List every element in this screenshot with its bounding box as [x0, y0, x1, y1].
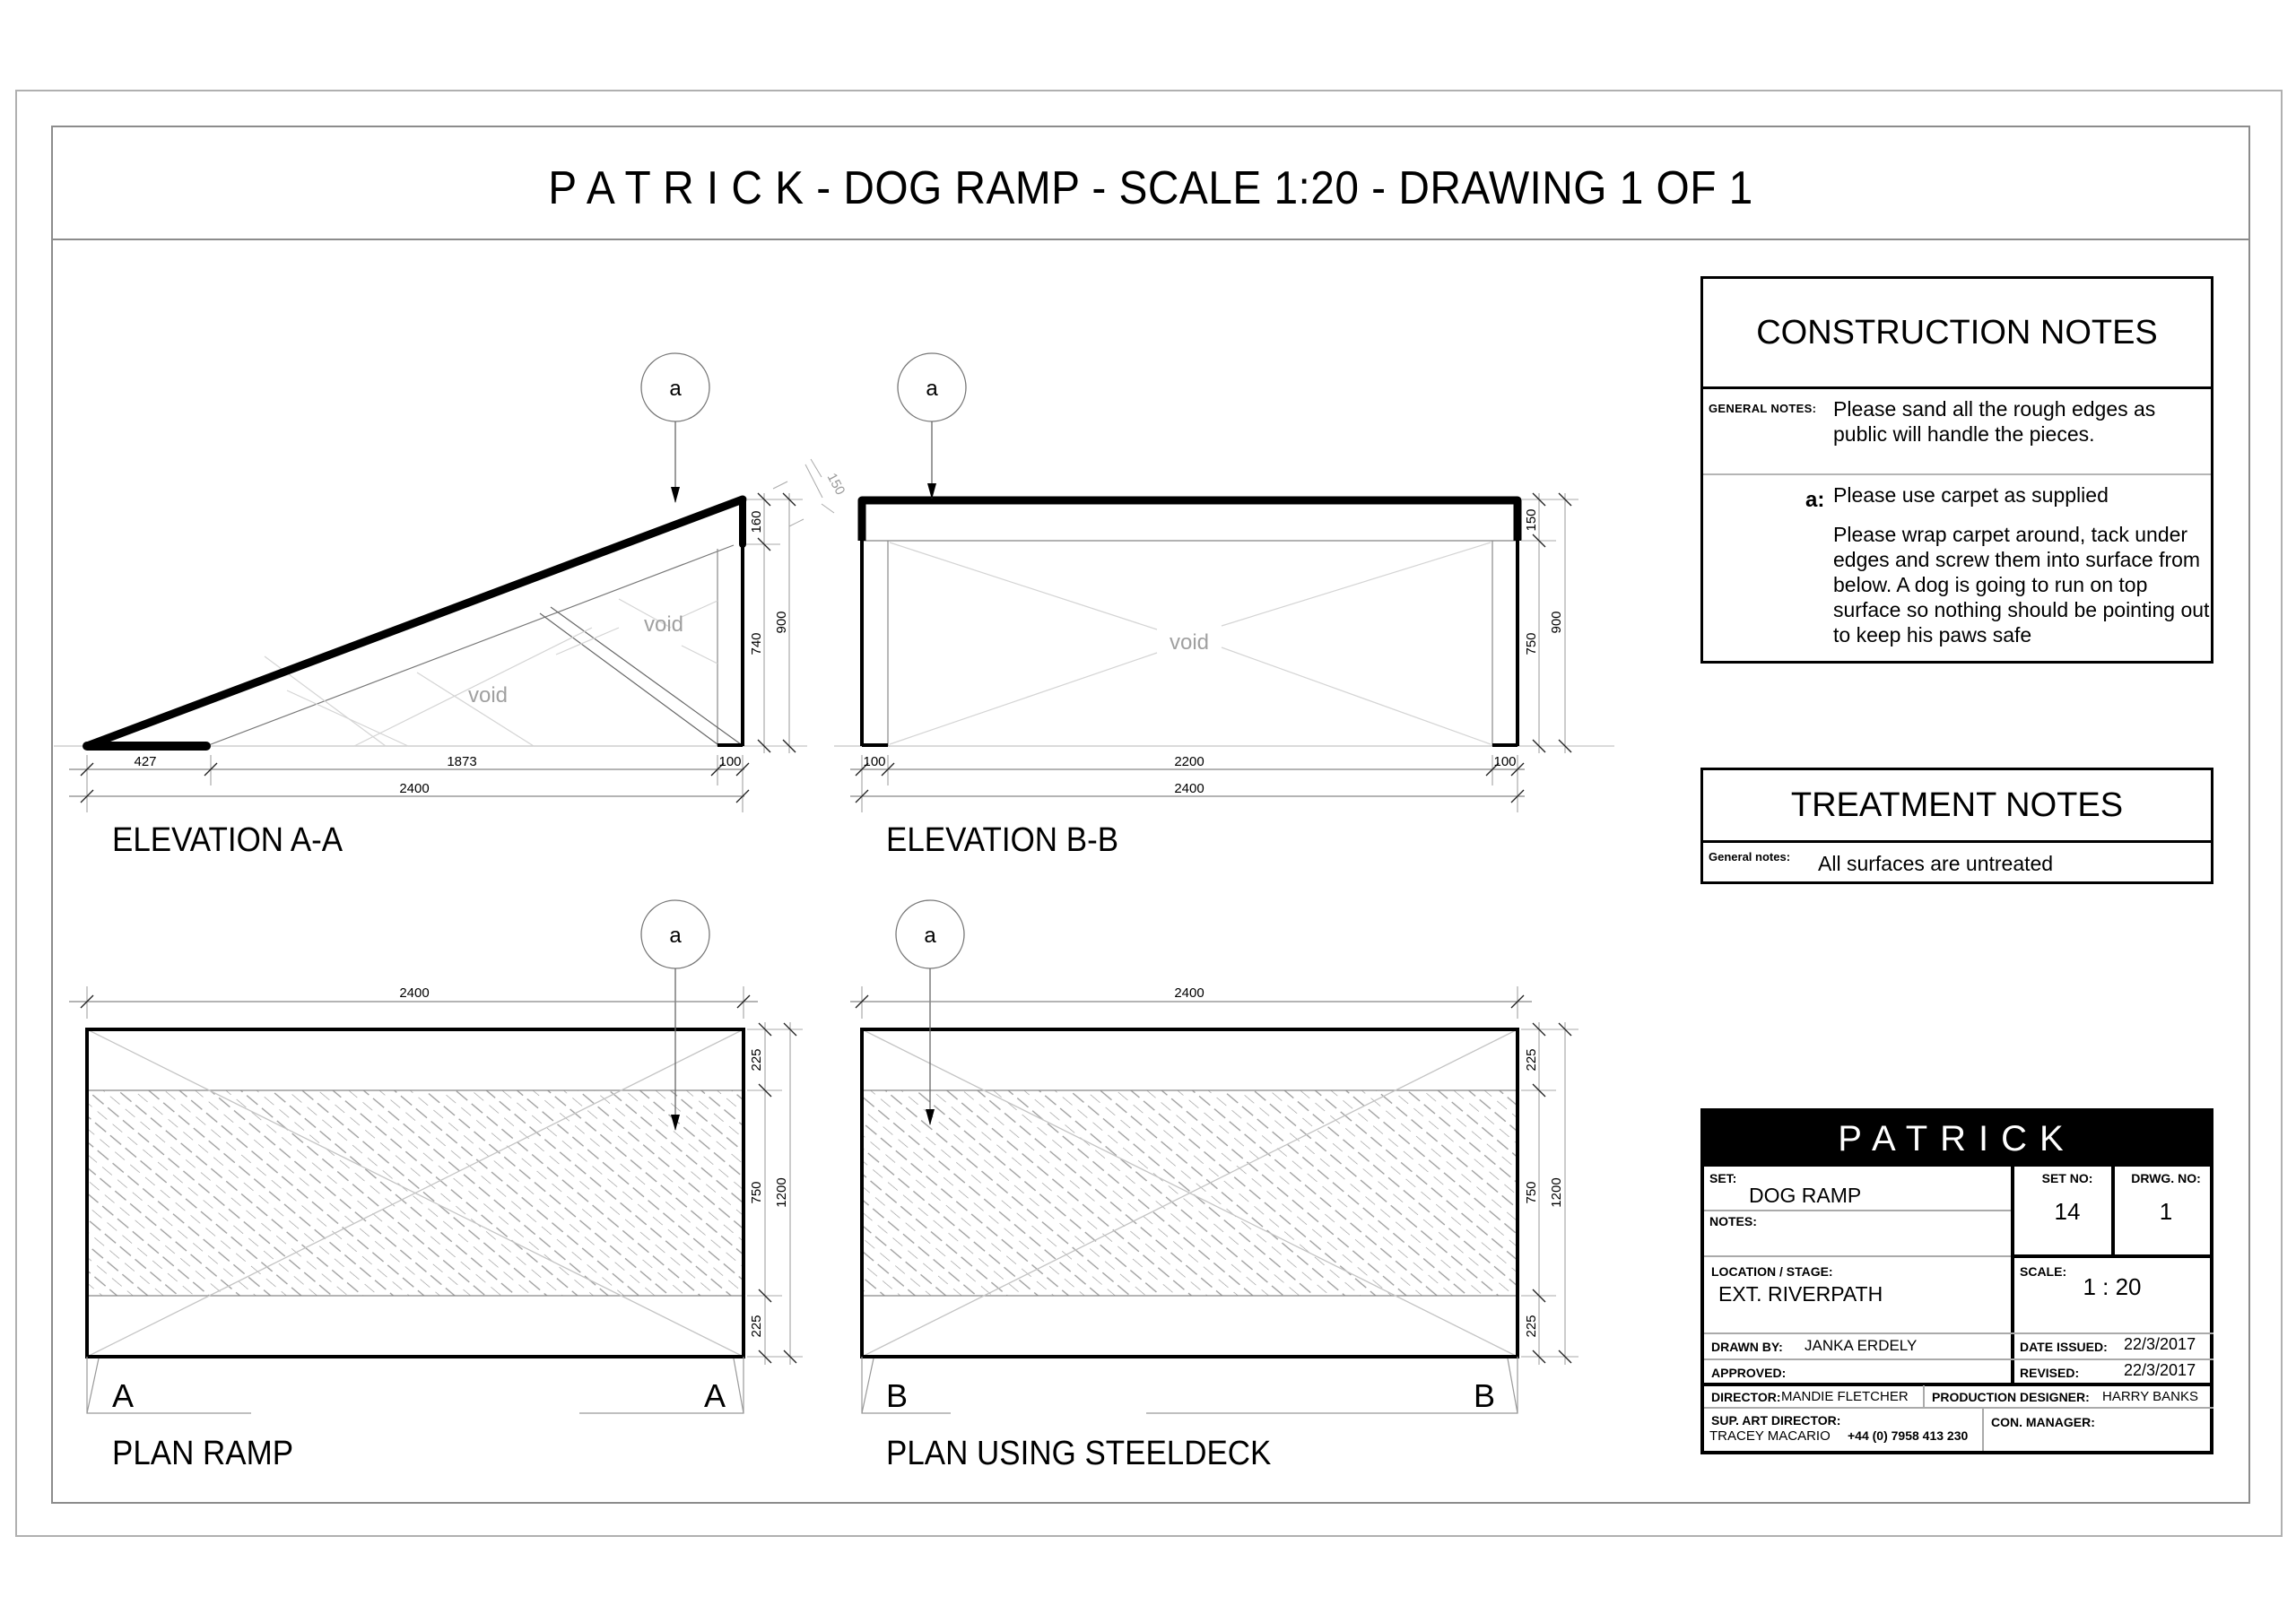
sup-art-director-label: SUP. ART DIRECTOR: [1711, 1413, 1841, 1428]
location-label: LOCATION / STAGE: [1711, 1264, 1833, 1279]
elevation-a-drawing [54, 353, 834, 812]
dim-100-b-left: 100 [863, 754, 886, 769]
view-label-elevation-a: ELEVATION A-A [112, 821, 344, 859]
con-manager-label: CON. MANAGER: [1991, 1415, 2095, 1429]
dim-900-elev-a: 900 [774, 611, 789, 634]
marker-a-elev-a: a [669, 377, 682, 401]
set-no-label: SET NO: [2041, 1171, 2093, 1185]
dim-750-elev-b: 750 [1524, 632, 1539, 655]
dim-160: 160 [749, 510, 764, 534]
production-title: PATRICK [1704, 1112, 2210, 1167]
dim-740: 740 [749, 632, 764, 655]
section-mark-a-right: A [703, 1377, 726, 1414]
set-value: DOG RAMP [1749, 1184, 1862, 1207]
construction-notes-heading: CONSTRUCTION NOTES [1703, 279, 2211, 389]
construction-notes-panel [1700, 276, 2213, 664]
dim-225-top-ramp: 225 [749, 1048, 764, 1072]
view-label-plan-ramp: PLAN RAMP [112, 1435, 294, 1472]
dim-225-bottom-ramp: 225 [749, 1315, 764, 1338]
marker-a-elev-b: a [926, 377, 938, 401]
dim-2200: 2200 [1174, 754, 1205, 769]
marker-a-plan-ramp: a [669, 924, 682, 948]
divider-supart-conman [1982, 1408, 1984, 1451]
void-label-elev-b: void [1169, 630, 1210, 655]
dim-2400-elev-b: 2400 [1174, 781, 1205, 796]
divider-director-row [1704, 1407, 2213, 1409]
treatment-general-label: General notes: [1709, 850, 1791, 864]
dim-225-top-steeldeck: 225 [1524, 1048, 1539, 1072]
dim-1873: 1873 [447, 754, 477, 769]
general-notes-text: Please sand all the rough edges as public will handle the pieces. [1833, 397, 2156, 446]
divider-notes-location [1704, 1255, 2011, 1257]
drawn-by-value: JANKA ERDELY [1805, 1337, 1918, 1354]
treatment-general-text: All surfaces are untreated [1818, 852, 2054, 875]
note-a-label: a: [1805, 488, 1825, 512]
divider-approved [1704, 1358, 2213, 1360]
divider-setno-drwg [2111, 1163, 2115, 1258]
dim-2400-elev-a: 2400 [399, 781, 430, 796]
dim-750-steeldeck: 750 [1524, 1181, 1539, 1204]
view-label-plan-steeldeck: PLAN USING STEELDECK [886, 1435, 1272, 1472]
production-designer-value: HARRY BANKS [2102, 1389, 2198, 1404]
section-mark-b-left: B [885, 1377, 909, 1414]
void-label-lower: void [467, 683, 509, 707]
dim-1200-ramp: 1200 [774, 1177, 789, 1208]
director-value: MANDIE FLETCHER [1781, 1389, 1909, 1404]
sup-art-director-phone: +44 (0) 7958 413 230 [1848, 1428, 1969, 1443]
location-value: EXT. RIVERPATH [1718, 1282, 1883, 1306]
dim-900-elev-b: 900 [1549, 611, 1564, 634]
notes-label: NOTES: [1709, 1214, 1757, 1228]
dim-750-ramp: 750 [749, 1181, 764, 1204]
approved-label: APPROVED: [1711, 1366, 1787, 1380]
construction-note-a [1703, 475, 2211, 665]
note-a-text-2: Please wrap carpet around, tack under edges and screw them into surface from below. A dog is going to run on top surface so nothing should be pointing out to keep his paws safe [1833, 523, 2210, 647]
plan-steeldeck-drawing [850, 900, 1578, 1413]
general-notes-label: GENERAL NOTES: [1709, 402, 1817, 415]
page-title: P A T R I C K - DOG RAMP - SCALE 1:20 - DRAWING 1 OF 1 [548, 162, 1753, 214]
sup-art-director-name: TRACEY MACARIO [1709, 1428, 1831, 1444]
drawn-by-label: DRAWN BY: [1711, 1340, 1783, 1354]
dim-150-diagonal: 150 [823, 470, 848, 498]
construction-general-notes [1703, 389, 2211, 475]
elevation-b-drawing [834, 353, 1614, 812]
divider-set-notes [1704, 1210, 2011, 1211]
section-mark-b-right: B [1473, 1377, 1496, 1414]
divider-director-designer [1923, 1385, 1925, 1408]
void-label-upper: void [643, 612, 684, 637]
dim-100-b-right: 100 [1493, 754, 1517, 769]
divider-credits [1704, 1383, 2213, 1386]
divider-main-vertical [2011, 1163, 2014, 1385]
section-mark-a-left: A [111, 1377, 135, 1414]
date-issued-value: 22/3/2017 [2124, 1335, 2196, 1353]
marker-a-plan-steeldeck: a [924, 924, 936, 948]
title-block [1700, 1108, 2213, 1454]
revised-value: 22/3/2017 [2124, 1361, 2196, 1379]
drwg-no-value: 1 [2159, 1198, 2173, 1225]
dim-225-bottom-steeldeck: 225 [1524, 1315, 1539, 1338]
set-no-value: 14 [2054, 1198, 2081, 1225]
director-label: DIRECTOR: [1711, 1390, 1781, 1404]
treatment-notes-heading: TREATMENT NOTES [1703, 770, 2211, 843]
divider-scale-top [2011, 1254, 2213, 1258]
treatment-general-notes [1703, 843, 2211, 884]
revised-label: REVISED: [2020, 1366, 2080, 1380]
dim-100-a: 100 [718, 754, 742, 769]
note-a-text-1: Please use carpet as supplied [1833, 483, 2109, 507]
dim-150: 150 [1524, 508, 1539, 532]
view-label-elevation-b: ELEVATION B-B [886, 821, 1119, 859]
scale-label: SCALE: [2020, 1264, 2067, 1279]
plan-ramp-drawing [69, 900, 803, 1413]
dim-1200-steeldeck: 1200 [1549, 1177, 1564, 1208]
treatment-notes-panel [1700, 768, 2213, 884]
scale-value: 1 : 20 [2083, 1273, 2142, 1300]
drwg-no-label: DRWG. NO: [2131, 1171, 2201, 1185]
dim-2400-plan-ramp: 2400 [399, 985, 430, 1001]
dim-2400-plan-steeldeck: 2400 [1174, 985, 1205, 1001]
set-label: SET: [1709, 1171, 1737, 1185]
production-designer-label: PRODUCTION DESIGNER: [1932, 1390, 2090, 1404]
divider-drawn [1704, 1332, 2213, 1334]
dim-427: 427 [134, 754, 157, 769]
date-issued-label: DATE ISSUED: [2020, 1340, 2108, 1354]
